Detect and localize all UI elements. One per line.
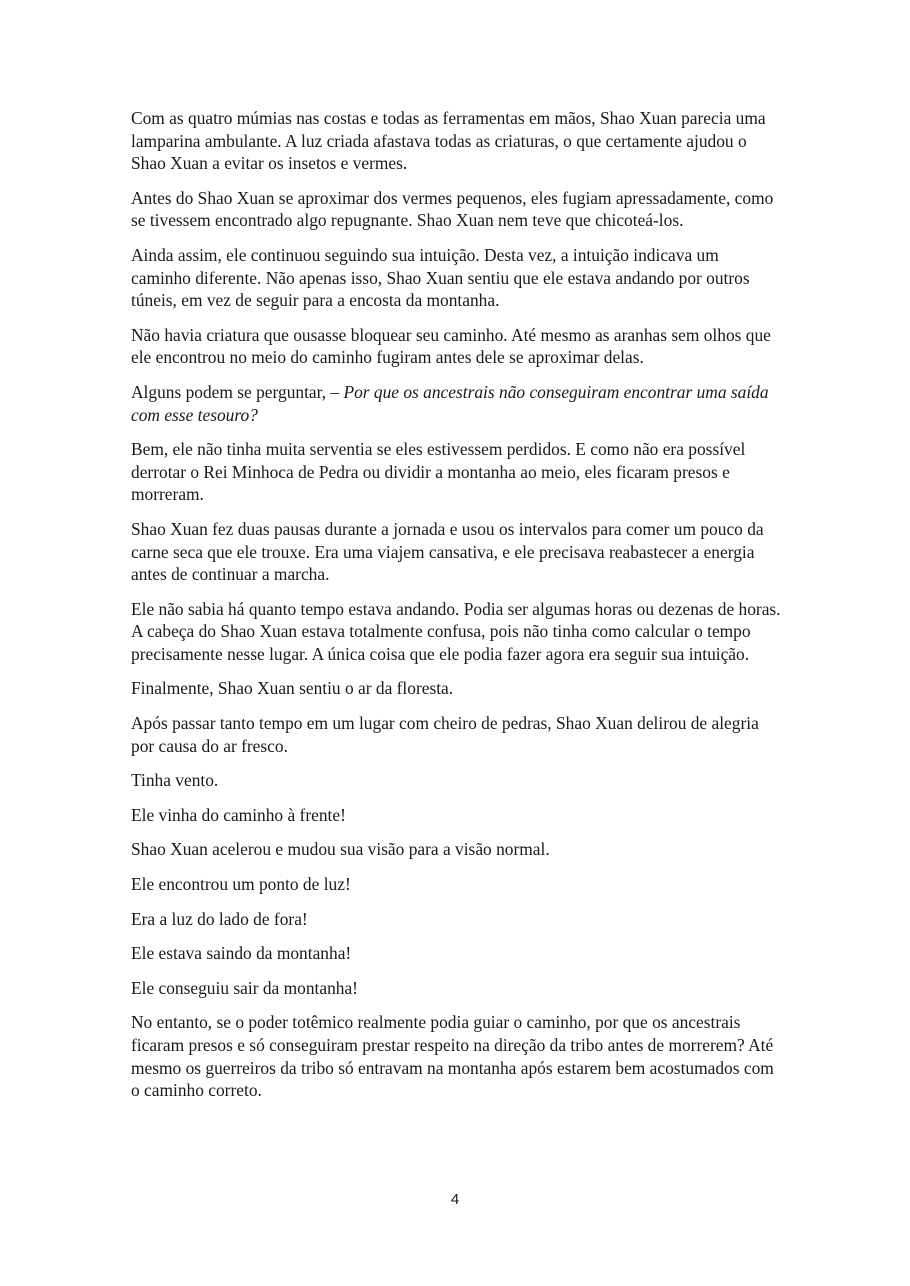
question-italic: Por que os ancestrais não conseguiram encontrar uma saída com esse tesouro? [131,381,769,425]
question-intro: Alguns podem se perguntar, – [131,381,344,402]
page-number: 4 [450,1191,460,1208]
paragraph: Era a luz do lado de fora! [131,908,308,929]
paragraph: Ele estava saindo da montanha! [131,943,352,964]
paragraph: No entanto, se o poder totêmico realmente podia guiar o caminho, por que os ancestrais ficaram presos e só conseguiram prestar respeito na direção da tribo antes de morrerem? Até mesmo os guerreiros da tribo só entravam na montanha após estarem bem acostumados com o caminho correto. [131,1012,774,1101]
paragraph: Ainda assim, ele continuou seguindo sua intuição. Desta vez, a intuição indicava um caminho diferente. Não apenas isso, Shao Xuan sentiu que ele estava andando por outros túneis, em vez de seguir para a encosta da montanha. [131,244,750,311]
paragraph: Bem, ele não tinha muita serventia se eles estivessem perdidos. E como não era possível derrotar o Rei Minhoca de Pedra ou dividir a montanha ao meio, eles ficaram presos e morreram. [131,439,746,505]
body-text [131,107,781,1114]
paragraph: Ele conseguiu sair da montanha! [131,977,358,998]
paragraph: Shao Xuan fez duas pausas durante a jornada e usou os intervalos para comer um pouco da carne seca que ele trouxe. Era uma viajem cansativa, e ele precisava reabastecer a energia antes de continuar a marcha. [131,518,764,585]
paragraph: Antes do Shao Xuan se aproximar dos vermes pequenos, eles fugiam apressadamente, como se tivessem encontrado algo repugnante. Shao Xuan nem teve que chicoteá-los. [131,187,774,231]
paragraph: Tinha vento. [131,770,219,791]
paragraph: Ele não sabia há quanto tempo estava andando. Podia ser algumas horas ou dezenas de horas. A cabeça do Shao Xuan estava totalmente confusa, pois não tinha como calcular o tempo precisamente nesse lugar. A única coisa que ele podia fazer agora era seguir sua intuição. [131,598,781,664]
paragraph: Após passar tanto tempo em um lugar com cheiro de pedras, Shao Xuan delirou de alegria por causa do ar fresco. [131,713,759,756]
paragraph: Ele vinha do caminho à frente! [131,804,346,825]
paragraph: Não havia criatura que ousasse bloquear seu caminho. Até mesmo as aranhas sem olhos que ele encontrou no meio do caminho fugiram antes dele se aproximar delas. [131,324,771,368]
paragraph: Shao Xuan acelerou e mudou sua visão para a visão normal. [131,839,550,860]
paragraph: Finalmente, Shao Xuan sentiu o ar da floresta. [131,678,454,699]
question-paragraph [131,381,781,426]
paragraph: Com as quatro múmias nas costas e todas as ferramentas em mãos, Shao Xuan parecia uma lamparina ambulante. A luz criada afastava todas as criaturas, o que certamente ajudou o Shao Xuan a evitar os insetos e vermes. [131,108,766,174]
paragraph: Ele encontrou um ponto de luz! [131,874,351,895]
